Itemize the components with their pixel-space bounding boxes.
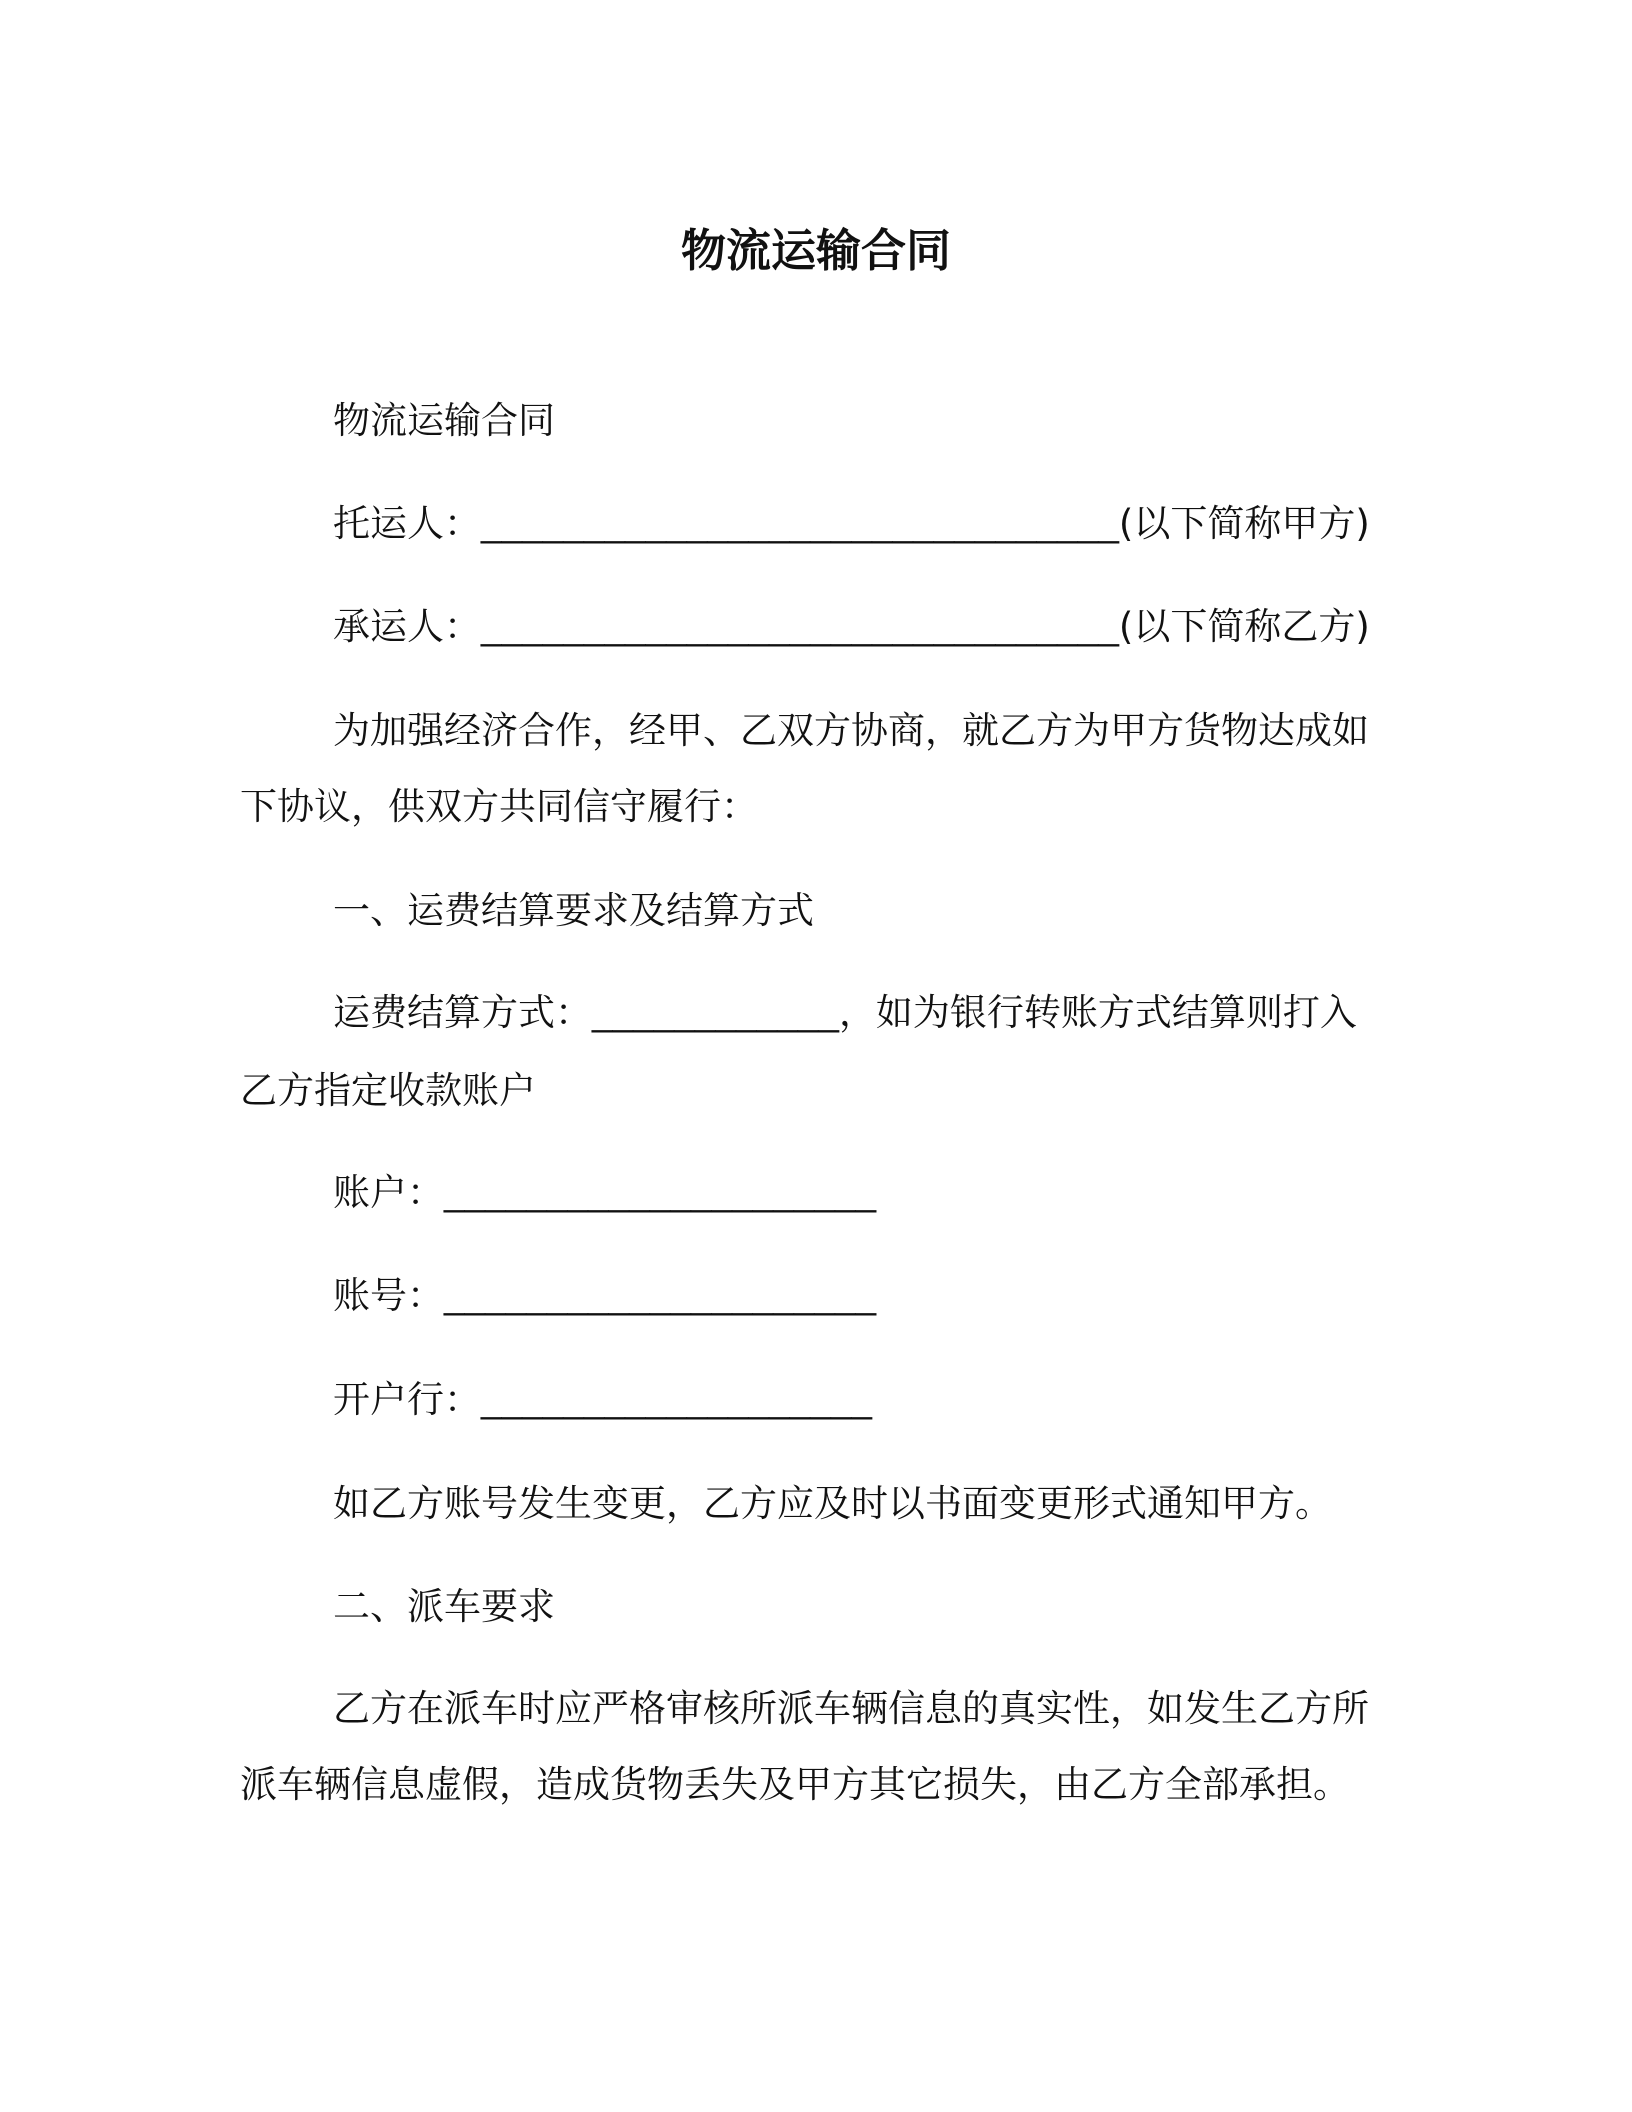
settlement-label: 运费结算方式： — [333, 991, 592, 1034]
account-number-blank: _____________________ — [444, 1275, 877, 1316]
account-change-notice: 如乙方账号发生变更，乙方应及时以书面变更形式通知甲方。 — [333, 1482, 1332, 1525]
account-name-line — [333, 1168, 876, 1218]
dispatch-paragraph-line-2: 派车辆信息虚假，造成货物丢失及甲方其它损失，由乙方全部承担。 — [240, 1763, 1350, 1806]
carrier-note: (以下简称乙方) — [1118, 605, 1370, 648]
shipper-note: (以下简称甲方) — [1118, 502, 1370, 545]
settlement-text: ，如为银行转账方式结算则打入 — [838, 991, 1357, 1034]
contract-heading: 物流运输合同 — [333, 399, 555, 442]
settlement-line-2: 乙方指定收款账户 — [240, 1069, 536, 1112]
carrier-label: 承运人： — [333, 605, 481, 648]
bank-blank: ___________________ — [481, 1379, 872, 1420]
bank-line — [333, 1375, 872, 1425]
section1-heading: 一、运费结算要求及结算方式 — [333, 889, 814, 932]
shipper-label: 托运人： — [333, 502, 481, 545]
carrier-blank: _______________________________ — [481, 606, 1119, 647]
settlement-blank: ____________ — [592, 992, 839, 1033]
document-title: 物流运输合同 — [680, 224, 951, 277]
section2-heading: 二、派车要求 — [333, 1585, 555, 1628]
bank-label: 开户行： — [333, 1378, 481, 1421]
account-number-label: 账号： — [333, 1274, 444, 1317]
shipper-line — [333, 499, 1370, 549]
settlement-line-1 — [333, 988, 1357, 1038]
shipper-blank: _______________________________ — [481, 503, 1119, 544]
intro-paragraph-line-2: 下协议，供双方共同信守履行： — [240, 785, 758, 828]
account-name-blank: _____________________ — [444, 1172, 877, 1213]
account-number-line — [333, 1271, 876, 1321]
carrier-line — [333, 602, 1370, 652]
account-name-label: 账户： — [333, 1171, 444, 1214]
intro-paragraph-line-1: 为加强经济合作，经甲、乙双方协商，就乙方为甲方货物达成如 — [333, 709, 1369, 752]
dispatch-paragraph-line-1: 乙方在派车时应严格审核所派车辆信息的真实性，如发生乙方所 — [333, 1687, 1369, 1730]
